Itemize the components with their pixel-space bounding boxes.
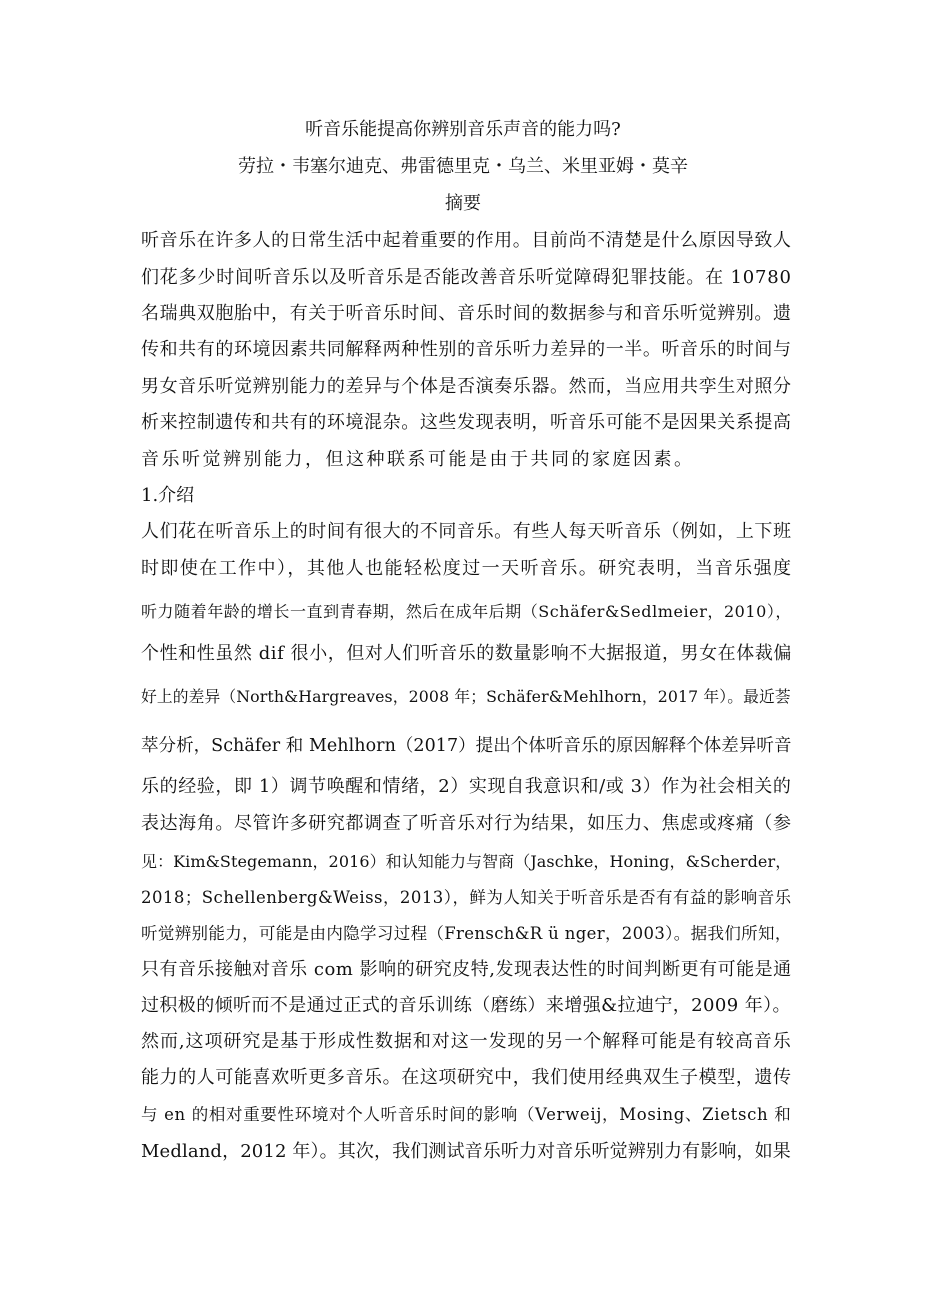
body-line: 与 en 的相对重要性环境对个人听音乐时间的影响（Verweij，Mosing、Zietsch 和	[141, 1105, 792, 1124]
body-line: 听觉辨别能力，可能是由内隐学习过程（Frensch&R ü nger，2003）。据我们所知，	[141, 924, 792, 943]
body-line: 个性和性虽然 dif 很小，但对人们听音乐的数量影响不大据报道，男女在体裁偏	[141, 643, 792, 664]
body-line: 好上的差异（North&Hargreaves，2008 年；Schäfer&Mehlhorn，2017 年）。最近荟	[141, 687, 791, 706]
body-line: 乐的经验，即 1）调节唤醒和情绪，2）实现自我意识和/或 3）作为社会相关的	[141, 776, 792, 797]
body-line: 只有音乐接触对音乐 com 影响的研究皮特,发现表达性的时间判断更有可能是通	[141, 959, 792, 980]
abstract-line: 们花多少时间听音乐以及听音乐是否能改善音乐听觉障碍犯罪技能。在 10780	[141, 267, 792, 288]
body-line: 表达海角。尽管许多研究都调查了听音乐对行为结果，如压力、焦虑或疼痛（参	[141, 813, 792, 834]
abstract-line: 析来控制遗传和共有的环境混杂。这些发现表明，听音乐可能不是因果关系提高	[141, 412, 792, 433]
abstract-line: 音乐听觉辨别能力，但这种联系可能是由于共同的家庭因素。	[141, 449, 695, 470]
document-authors: 劳拉・韦塞尔迪克、弗雷德里克・乌兰、米里亚姆・莫辛	[238, 156, 688, 177]
document-title: 听音乐能提高你辨别音乐声音的能力吗?	[305, 119, 621, 140]
body-line: 听力随着年龄的增长一直到青春期，然后在成年后期（Schäfer&Sedlmeier，2010），	[141, 602, 792, 621]
body-line: 萃分析，Schäfer 和 Mehlhorn（2017）提出个体听音乐的原因解释个体差异听音	[141, 736, 792, 756]
abstract-line: 男女音乐听觉辨别能力的差异与个体是否演奏乐器。然而，当应用共孪生对照分	[141, 376, 792, 397]
body-line: 过积极的倾听而不是通过正式的音乐训练（磨练）来增强&拉迪宁，2009 年）。	[141, 995, 791, 1016]
body-line: 然而,这项研究是基于形成性数据和对这一发现的另一个解释可能是有较高音乐	[141, 1031, 792, 1052]
body-line: 时即使在工作中），其他人也能轻松度过一天听音乐。研究表明，当音乐强度	[141, 558, 793, 579]
body-line: 见：Kim&Stegemann，2016）和认知能力与智商（Jaschke，Honing，&Scherder，	[141, 852, 792, 871]
abstract-heading: 摘要	[445, 193, 481, 214]
abstract-line: 名瑞典双胞胎中，有关于听音乐时间、音乐时间的数据参与和音乐听觉辨别。遗	[141, 303, 792, 324]
body-line: 2018；Schellenberg&Weiss，2013），鲜为人知关于听音乐是否有有益的影响音乐	[141, 888, 792, 907]
abstract-line: 听音乐在许多人的日常生活中起着重要的作用。目前尚不清楚是什么原因导致人	[141, 230, 792, 251]
section-heading: 1.介绍	[141, 485, 195, 506]
body-line: 人们花在听音乐上的时间有很大的不同音乐。有些人每天听音乐（例如，上下班	[141, 521, 792, 542]
body-line: 能力的人可能喜欢听更多音乐。在这项研究中，我们使用经典双生子模型，遗传	[141, 1067, 792, 1088]
body-line: Medland，2012 年）。其次，我们测试音乐听力对音乐听觉辨别力有影响，如果	[141, 1141, 791, 1162]
abstract-line: 传和共有的环境因素共同解释两种性别的音乐听力差异的一半。听音乐的时间与	[141, 339, 792, 360]
